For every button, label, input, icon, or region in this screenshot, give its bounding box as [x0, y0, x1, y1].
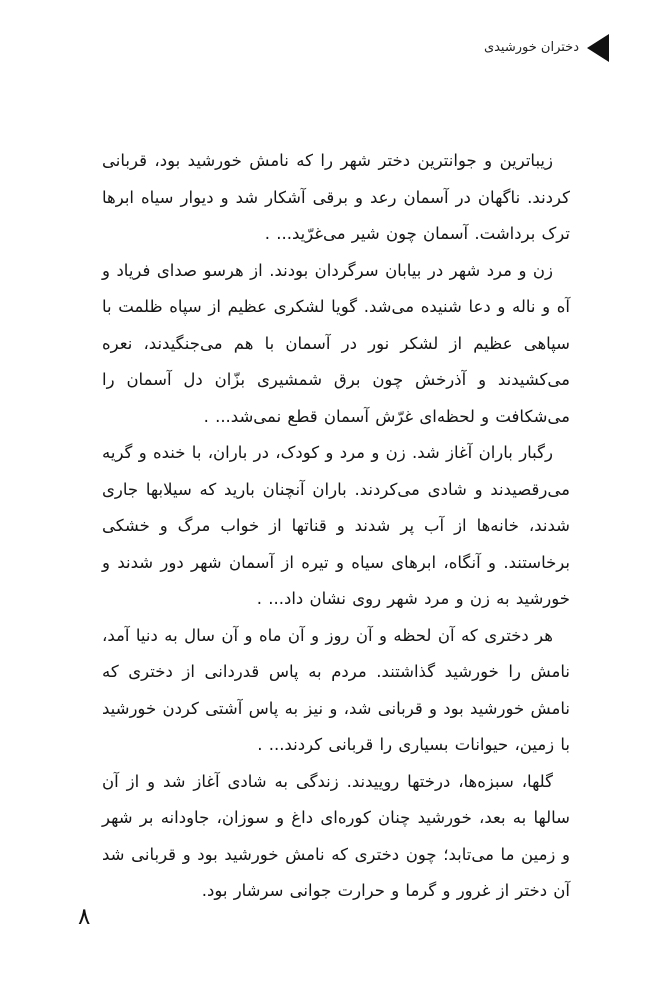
page-number: ۸ — [78, 904, 91, 930]
paragraph-5: گلها، سبزه‌ها، درختها روییدند. زندگی به شادی آغاز شد و از آن سالها به بعد، خورشید چنان کوره‌ای داغ و سوزان، جاودانه بر شهر و زمین ما می‌تابد؛ چون دختری که نامش خورشید بود و قربانی شد آن دختر از غرور و گرما و حرارت جوانی سرشار بود. — [102, 771, 570, 900]
page-header — [79, 34, 579, 62]
running-title: دختران خورشیدی — [483, 40, 579, 55]
triangle-marker-icon — [587, 34, 609, 62]
story-text — [102, 143, 570, 910]
paragraph-1: زیباترین و جوانترین دختر شهر را که نامش خورشید بود، قربانی کردند. ناگهان در آسمان رعد و برقی آشکار شد و دیوار سیاه ابرها ترک برداشت. آسمان چون شیر می‌غرّید... . — [102, 151, 570, 243]
paragraph-3: رگبار باران آغاز شد. زن و مرد و کودک، در باران، با خنده و گریه می‌رقصیدند و شادی می‌کردند. باران آنچنان بارید که سیلابها جاری شدند، خانه‌ها از آب پر شدند و قناتها از خواب مرگ و خشکی برخاستند. و آنگاه، ابرهای سیاه و تیره از آسمان شهر دور شدند و خورشید به زن و مرد شهر روی نشان داد... . — [102, 443, 570, 608]
paragraph-4: هر دختری که آن لحظه و آن روز و آن ماه و آن سال به دنیا آمد، نامش را خورشید گذاشتند. مردم به پاس قدردانی از دختری که نامش خورشید بود و قربانی شد، و نیز به پاس آشتی کردن خورشید با زمین، حیوانات بسیاری را قربانی کردند... . — [102, 625, 570, 754]
paragraph-2: زن و مرد شهر در بیابان سرگردان بودند. از هرسو صدای فریاد و آه و ناله و دعا شنیده می‌شد. گویا لشکری عظیم از سپاه ظلمت با سپاهی عظیم از لشکر نور در آسمان با هم می‌جنگیدند، نعره می‌کشیدند و آذرخش چون برق شمشیری بزّان دل آسمان را می‌شکافت و لحظه‌ای غرّش آسمان قطع نمی‌شد... . — [102, 260, 570, 426]
